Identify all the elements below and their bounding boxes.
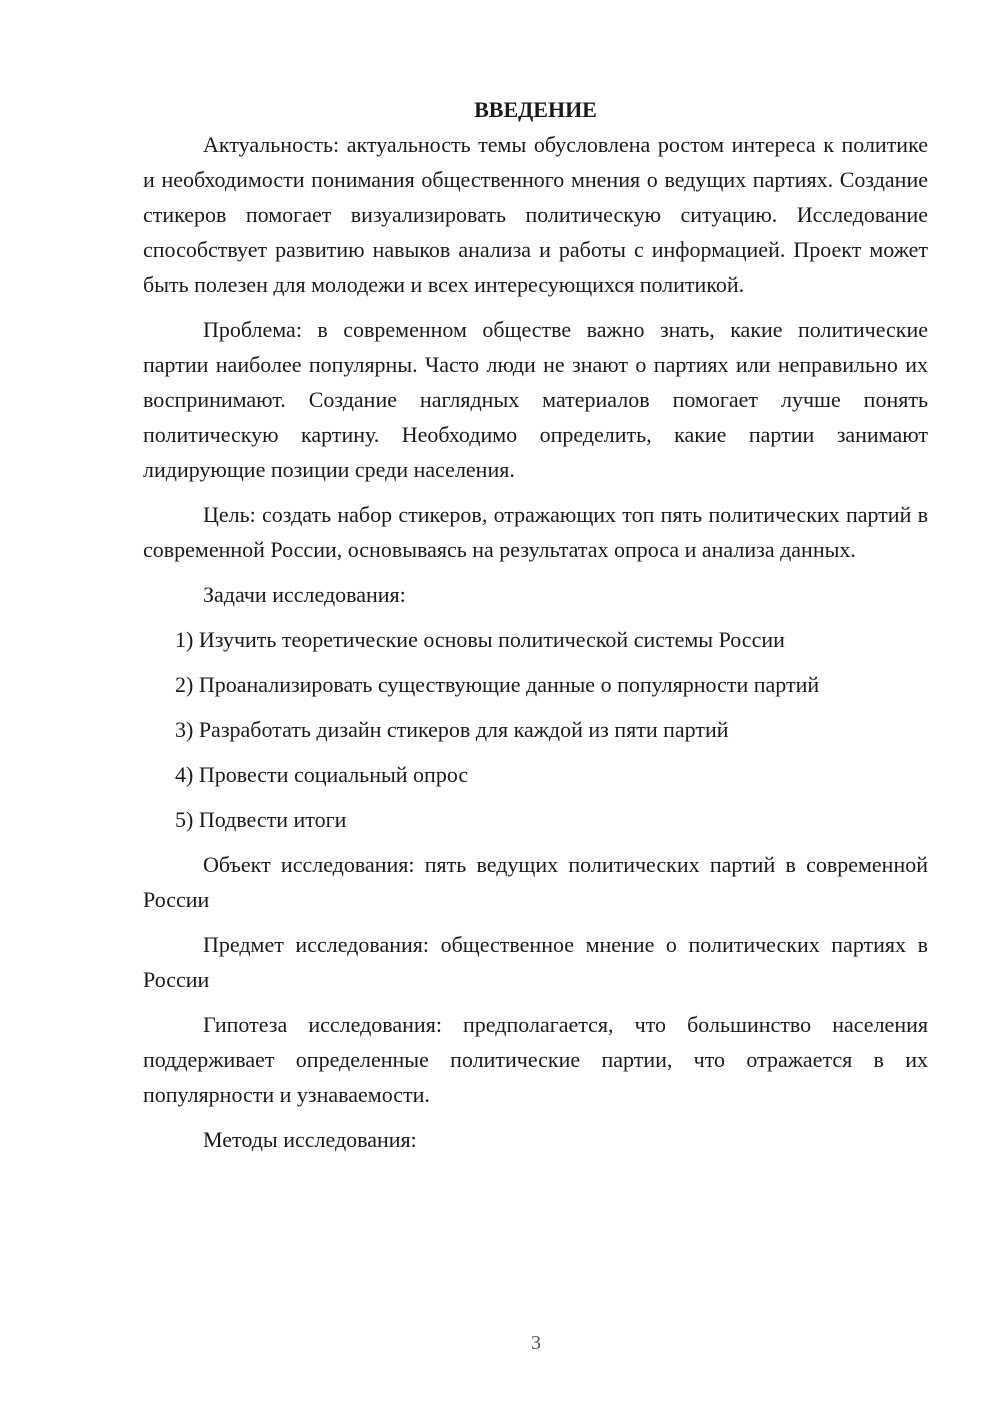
task-item-2: 2) Проанализировать существующие данные о популярности партий (175, 672, 820, 697)
tasks-heading: Задачи исследования: (203, 582, 406, 607)
page-content (143, 92, 928, 1167)
methods-heading: Методы исследования: (203, 1127, 417, 1152)
tasks-list (143, 622, 928, 837)
task-item-5: 5) Подвести итоги (175, 807, 347, 832)
object-paragraph: Объект исследования: пять ведущих политических партий в современной России (143, 852, 928, 912)
task-item-1: 1) Изучить теоретические основы политической системы России (175, 627, 785, 652)
subject-paragraph: Предмет исследования: общественное мнение о политических партиях в России (143, 932, 928, 992)
page-number: 3 (531, 1332, 541, 1354)
relevance-paragraph: Актуальность: актуальность темы обусловлена ростом интереса к политике и необходимости понимания общественного мнения о ведущих партиях. Создание стикеров помогает визуализировать политическую ситуацию. Исследование способствует развитию навыков анализа и работы с информацией. Проект может быть полезен для молодежи и всех интересующихся политикой. (143, 132, 928, 297)
task-item-4: 4) Провести социальный опрос (175, 762, 469, 787)
problem-paragraph: Проблема: в современном обществе важно знать, какие политические партии наиболее популярны. Часто люди не знают о партиях или неправильно их воспринимают. Создание наглядных материалов помогает лучше понять политическую картину. Необходимо определить, какие партии занимают лидирующие позиции среди населения. (143, 317, 928, 482)
section-title: ВВЕДЕНИЕ (474, 97, 597, 122)
hypothesis-paragraph: Гипотеза исследования: предполагается, что большинство населения поддерживает определенные политические партии, что отражается в их популярности и узнаваемости. (143, 1012, 928, 1107)
task-item-3: 3) Разработать дизайн стикеров для каждой из пяти партий (175, 717, 729, 742)
goal-paragraph: Цель: создать набор стикеров, отражающих топ пять политических партий в современной России, основываясь на результатах опроса и анализа данных. (143, 502, 928, 562)
